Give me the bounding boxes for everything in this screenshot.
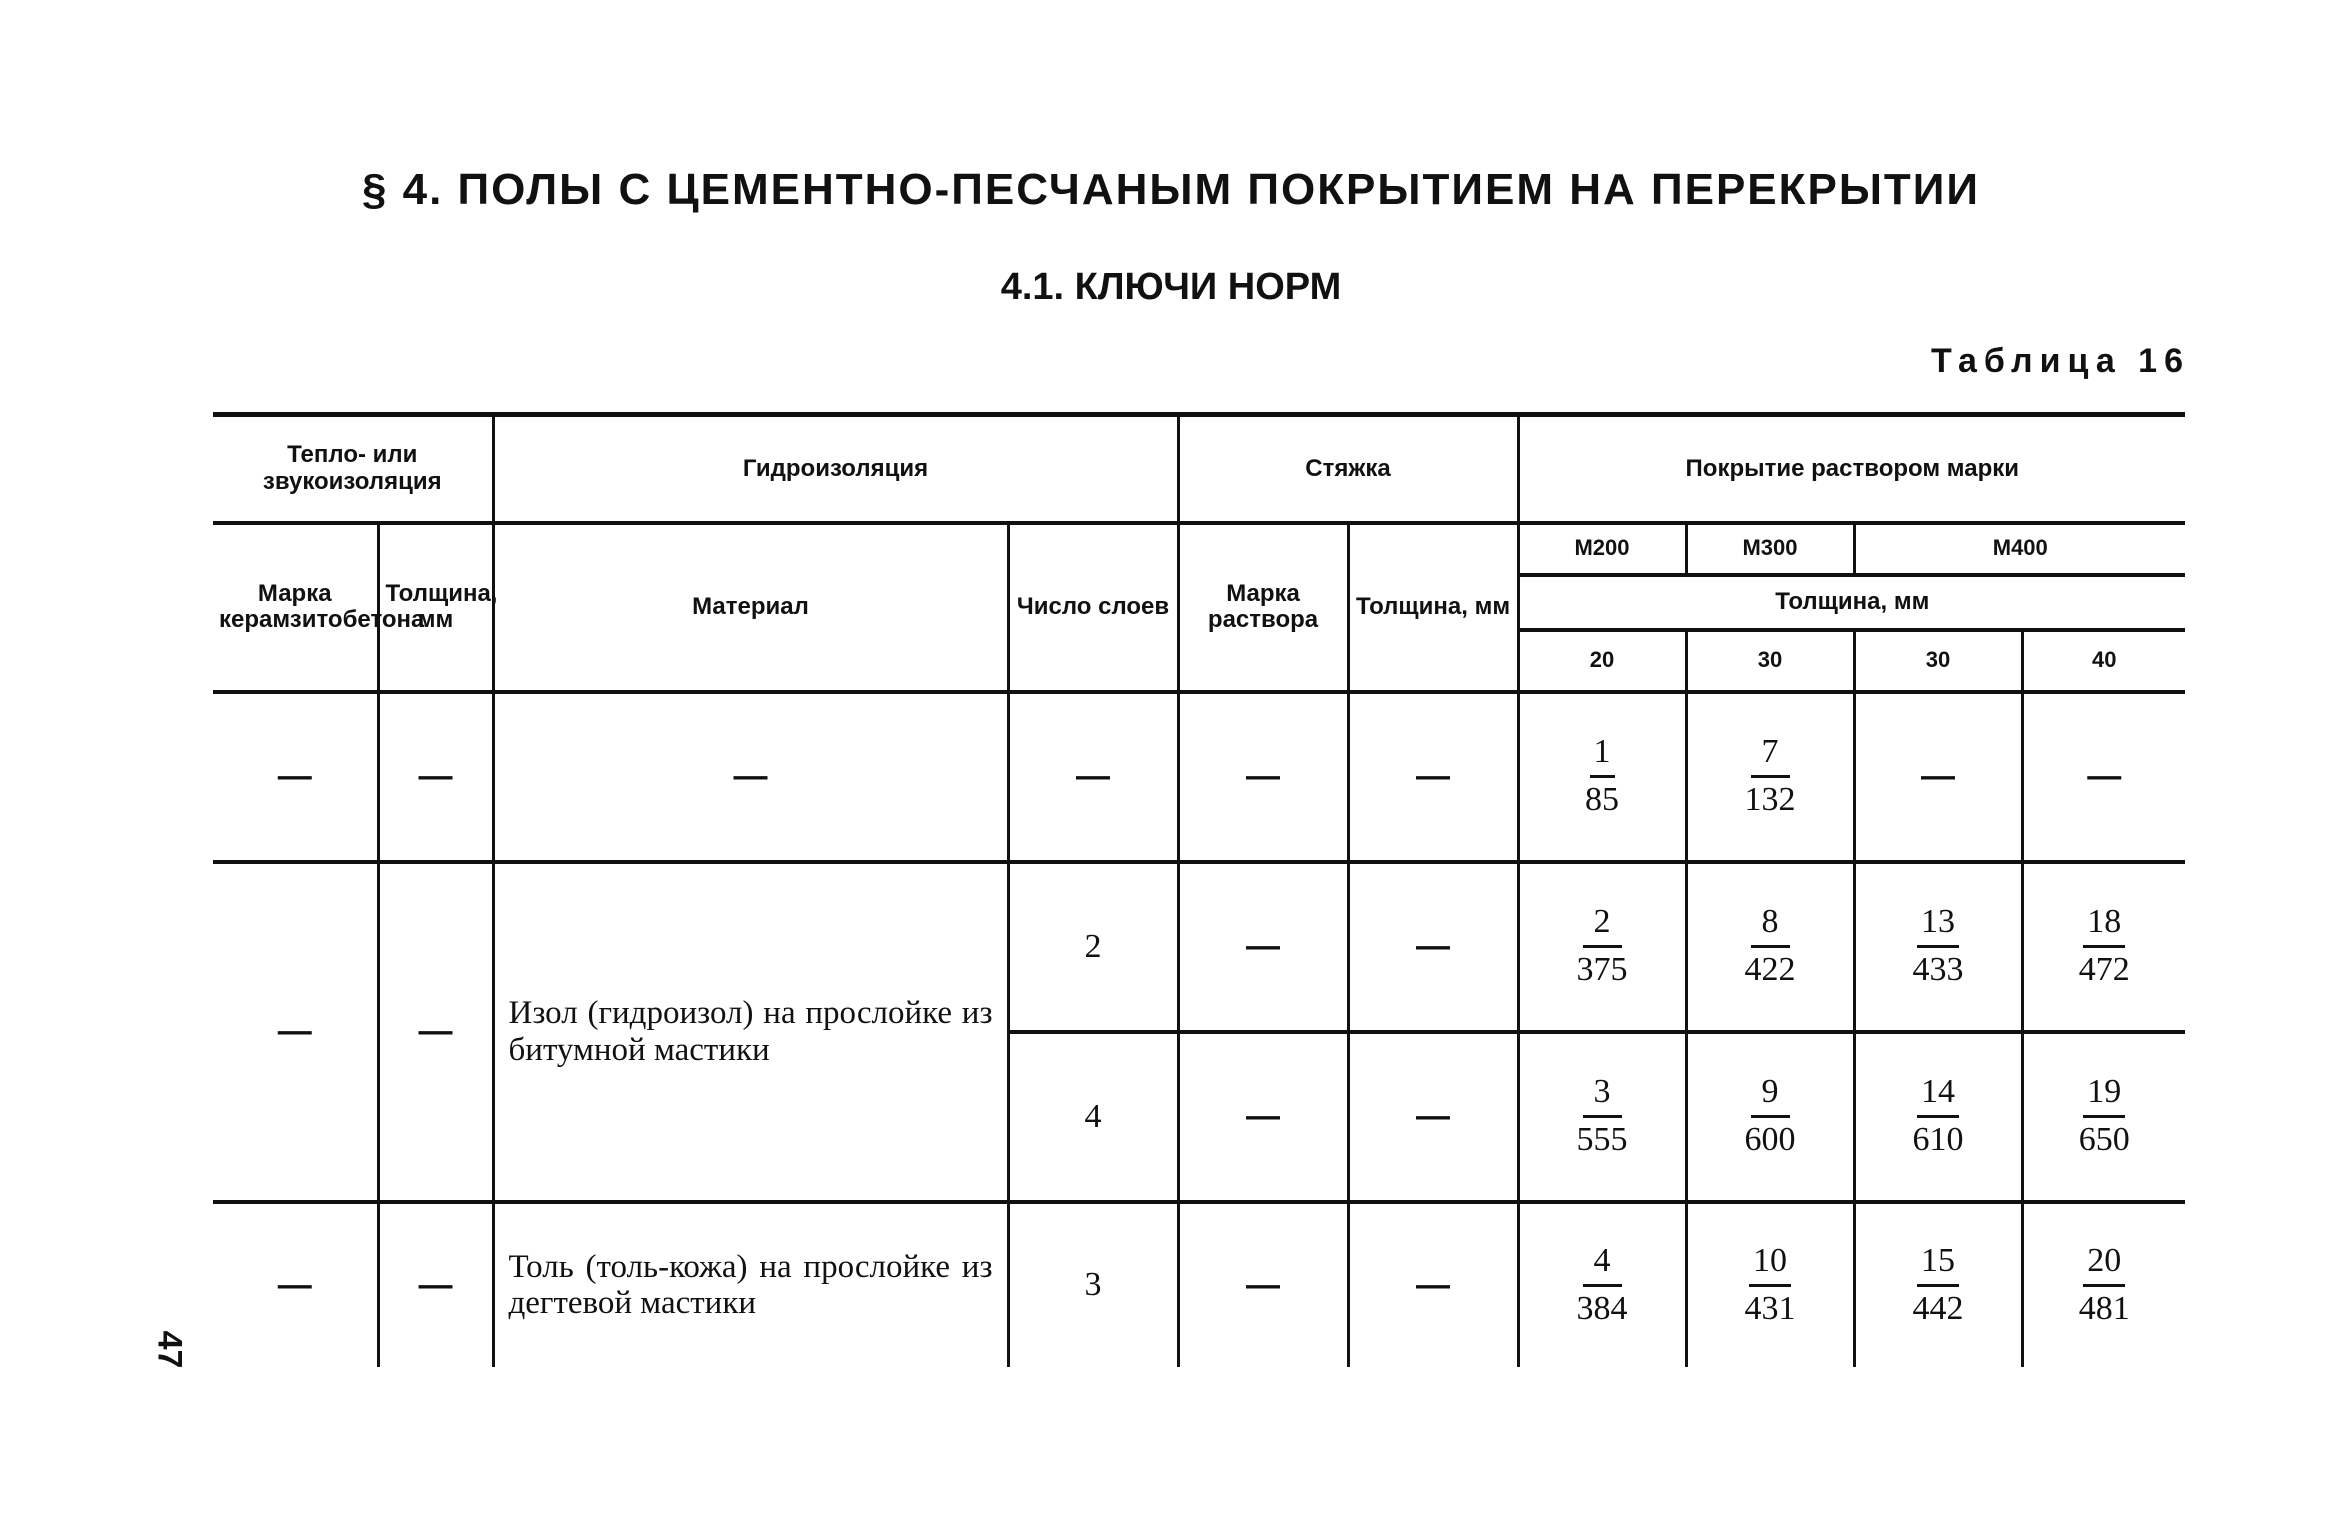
header-insulation-thickness: Толщина, мм	[378, 523, 493, 692]
norm-key-number: 19	[2087, 1073, 2122, 1111]
norm-key-cell	[1518, 692, 1686, 862]
norm-key-code: 481	[2078, 1289, 2130, 1327]
header-m200: М200	[1518, 523, 1686, 575]
cell-dash: —	[378, 692, 493, 862]
header-screed-thickness: Толщина, мм	[1348, 523, 1518, 692]
norm-key-cell	[1518, 1202, 1686, 1367]
header-thickness-20: 20	[1518, 630, 1686, 692]
norm-key-number: 15	[1921, 1241, 1956, 1279]
norm-key-cell	[1854, 862, 2022, 1032]
norm-key-code: 384	[1576, 1289, 1628, 1327]
header-thickness-40: 40	[2022, 630, 2185, 692]
norm-key-code: 431	[1744, 1289, 1796, 1327]
header-m300: М300	[1686, 523, 1854, 575]
header-material: Материал	[493, 523, 1008, 692]
table-row	[213, 1202, 2185, 1367]
header-insulation-group: Тепло- или звукоизоляция	[213, 415, 493, 523]
cell-dash: —	[1348, 862, 1518, 1032]
section-title: § 4. ПОЛЫ С ЦЕМЕНТНО-ПЕСЧАНЫМ ПОКРЫТИЕМ НА ПЕРЕКРЫТИИ	[361, 165, 1981, 214]
norm-key-number: 3	[1593, 1073, 1611, 1111]
norm-key-number: 4	[1593, 1241, 1611, 1279]
norm-key-cell	[1686, 1032, 1854, 1202]
norm-key-number: 7	[1761, 733, 1779, 771]
norm-key-cell	[1854, 1202, 2022, 1367]
norm-key-cell	[1518, 1032, 1686, 1202]
cell-dash: —	[213, 862, 378, 1202]
norm-key-code: 132	[1744, 781, 1796, 818]
norm-key-number: 1	[1593, 733, 1611, 771]
material-cell: Изол (гидроизол) на прослойке из битумной мастики	[493, 862, 1008, 1202]
norm-key-cell	[1686, 1202, 1854, 1367]
norm-key-number: 13	[1921, 903, 1956, 941]
norm-key-code: 555	[1576, 1121, 1628, 1158]
norm-key-code: 610	[1912, 1121, 1964, 1158]
cell-dash: —	[213, 692, 378, 862]
cell-dash: —	[1178, 692, 1348, 862]
header-layers: Число слоев	[1008, 523, 1178, 692]
layers-cell: 3	[1008, 1202, 1178, 1367]
header-thickness-30-m300: 30	[1686, 630, 1854, 692]
norm-key-code: 375	[1576, 951, 1628, 988]
norm-key-code: 472	[2078, 951, 2130, 988]
cell-dash: —	[2022, 692, 2185, 862]
cell-dash: —	[1348, 692, 1518, 862]
table-row	[213, 862, 2185, 1032]
norm-key-number: 10	[1753, 1241, 1788, 1279]
cell-dash: —	[1178, 1032, 1348, 1202]
norm-key-code: 433	[1912, 951, 1964, 988]
cell-dash: —	[1178, 1202, 1348, 1367]
header-coating-thickness: Толщина, мм	[1518, 575, 2185, 630]
page-number: 47	[150, 1330, 189, 1369]
norm-key-cell	[2022, 862, 2185, 1032]
norm-key-number: 14	[1921, 1073, 1956, 1111]
cell-dash: —	[1178, 862, 1348, 1032]
header-insulation-grade: Марка керамзитобетона	[213, 523, 378, 692]
cell-dash: —	[1348, 1202, 1518, 1367]
table-label: Таблица 16	[1931, 342, 2190, 380]
cell-dash: —	[378, 1202, 493, 1367]
norm-key-code: 600	[1744, 1121, 1796, 1158]
material-cell: Толь (толь-кожа) на прослойке из дегтевой мастики	[493, 1202, 1008, 1367]
header-thickness-30-m400: 30	[1854, 630, 2022, 692]
norm-key-code: 85	[1585, 781, 1620, 818]
norm-key-code: 650	[2078, 1121, 2130, 1158]
norm-key-cell	[1854, 1032, 2022, 1202]
norm-key-cell	[2022, 1032, 2185, 1202]
norm-key-code: 422	[1744, 951, 1796, 988]
header-screed-grade: Марка раствора	[1178, 523, 1348, 692]
layers-cell: 2	[1008, 862, 1178, 1032]
norm-key-code: 442	[1912, 1289, 1964, 1327]
cell-dash: —	[1854, 692, 2022, 862]
header-waterproofing-group: Гидроизоляция	[493, 415, 1178, 523]
table-row	[213, 692, 2185, 862]
layers-cell: 4	[1008, 1032, 1178, 1202]
norm-key-number: 9	[1761, 1073, 1779, 1111]
norms-table	[213, 412, 2185, 1367]
norm-key-cell	[1686, 692, 1854, 862]
norm-key-number: 2	[1593, 903, 1611, 941]
cell-dash: —	[493, 692, 1008, 862]
cell-dash: —	[1008, 692, 1178, 862]
cell-dash: —	[213, 1202, 378, 1367]
norm-key-cell	[1686, 862, 1854, 1032]
subsection-title: 4.1. КЛЮЧИ НОРМ	[1000, 266, 1342, 308]
norm-key-cell	[2022, 1202, 2185, 1367]
header-screed-group: Стяжка	[1178, 415, 1518, 523]
header-coating-group: Покрытие раствором марки	[1518, 415, 2185, 523]
norm-key-number: 20	[2087, 1241, 2122, 1279]
header-m400: М400	[1854, 523, 2185, 575]
cell-dash: —	[1348, 1032, 1518, 1202]
norm-key-cell	[1518, 862, 1686, 1032]
cell-dash: —	[378, 862, 493, 1202]
norm-key-number: 18	[2087, 903, 2122, 941]
norm-key-number: 8	[1761, 903, 1779, 941]
